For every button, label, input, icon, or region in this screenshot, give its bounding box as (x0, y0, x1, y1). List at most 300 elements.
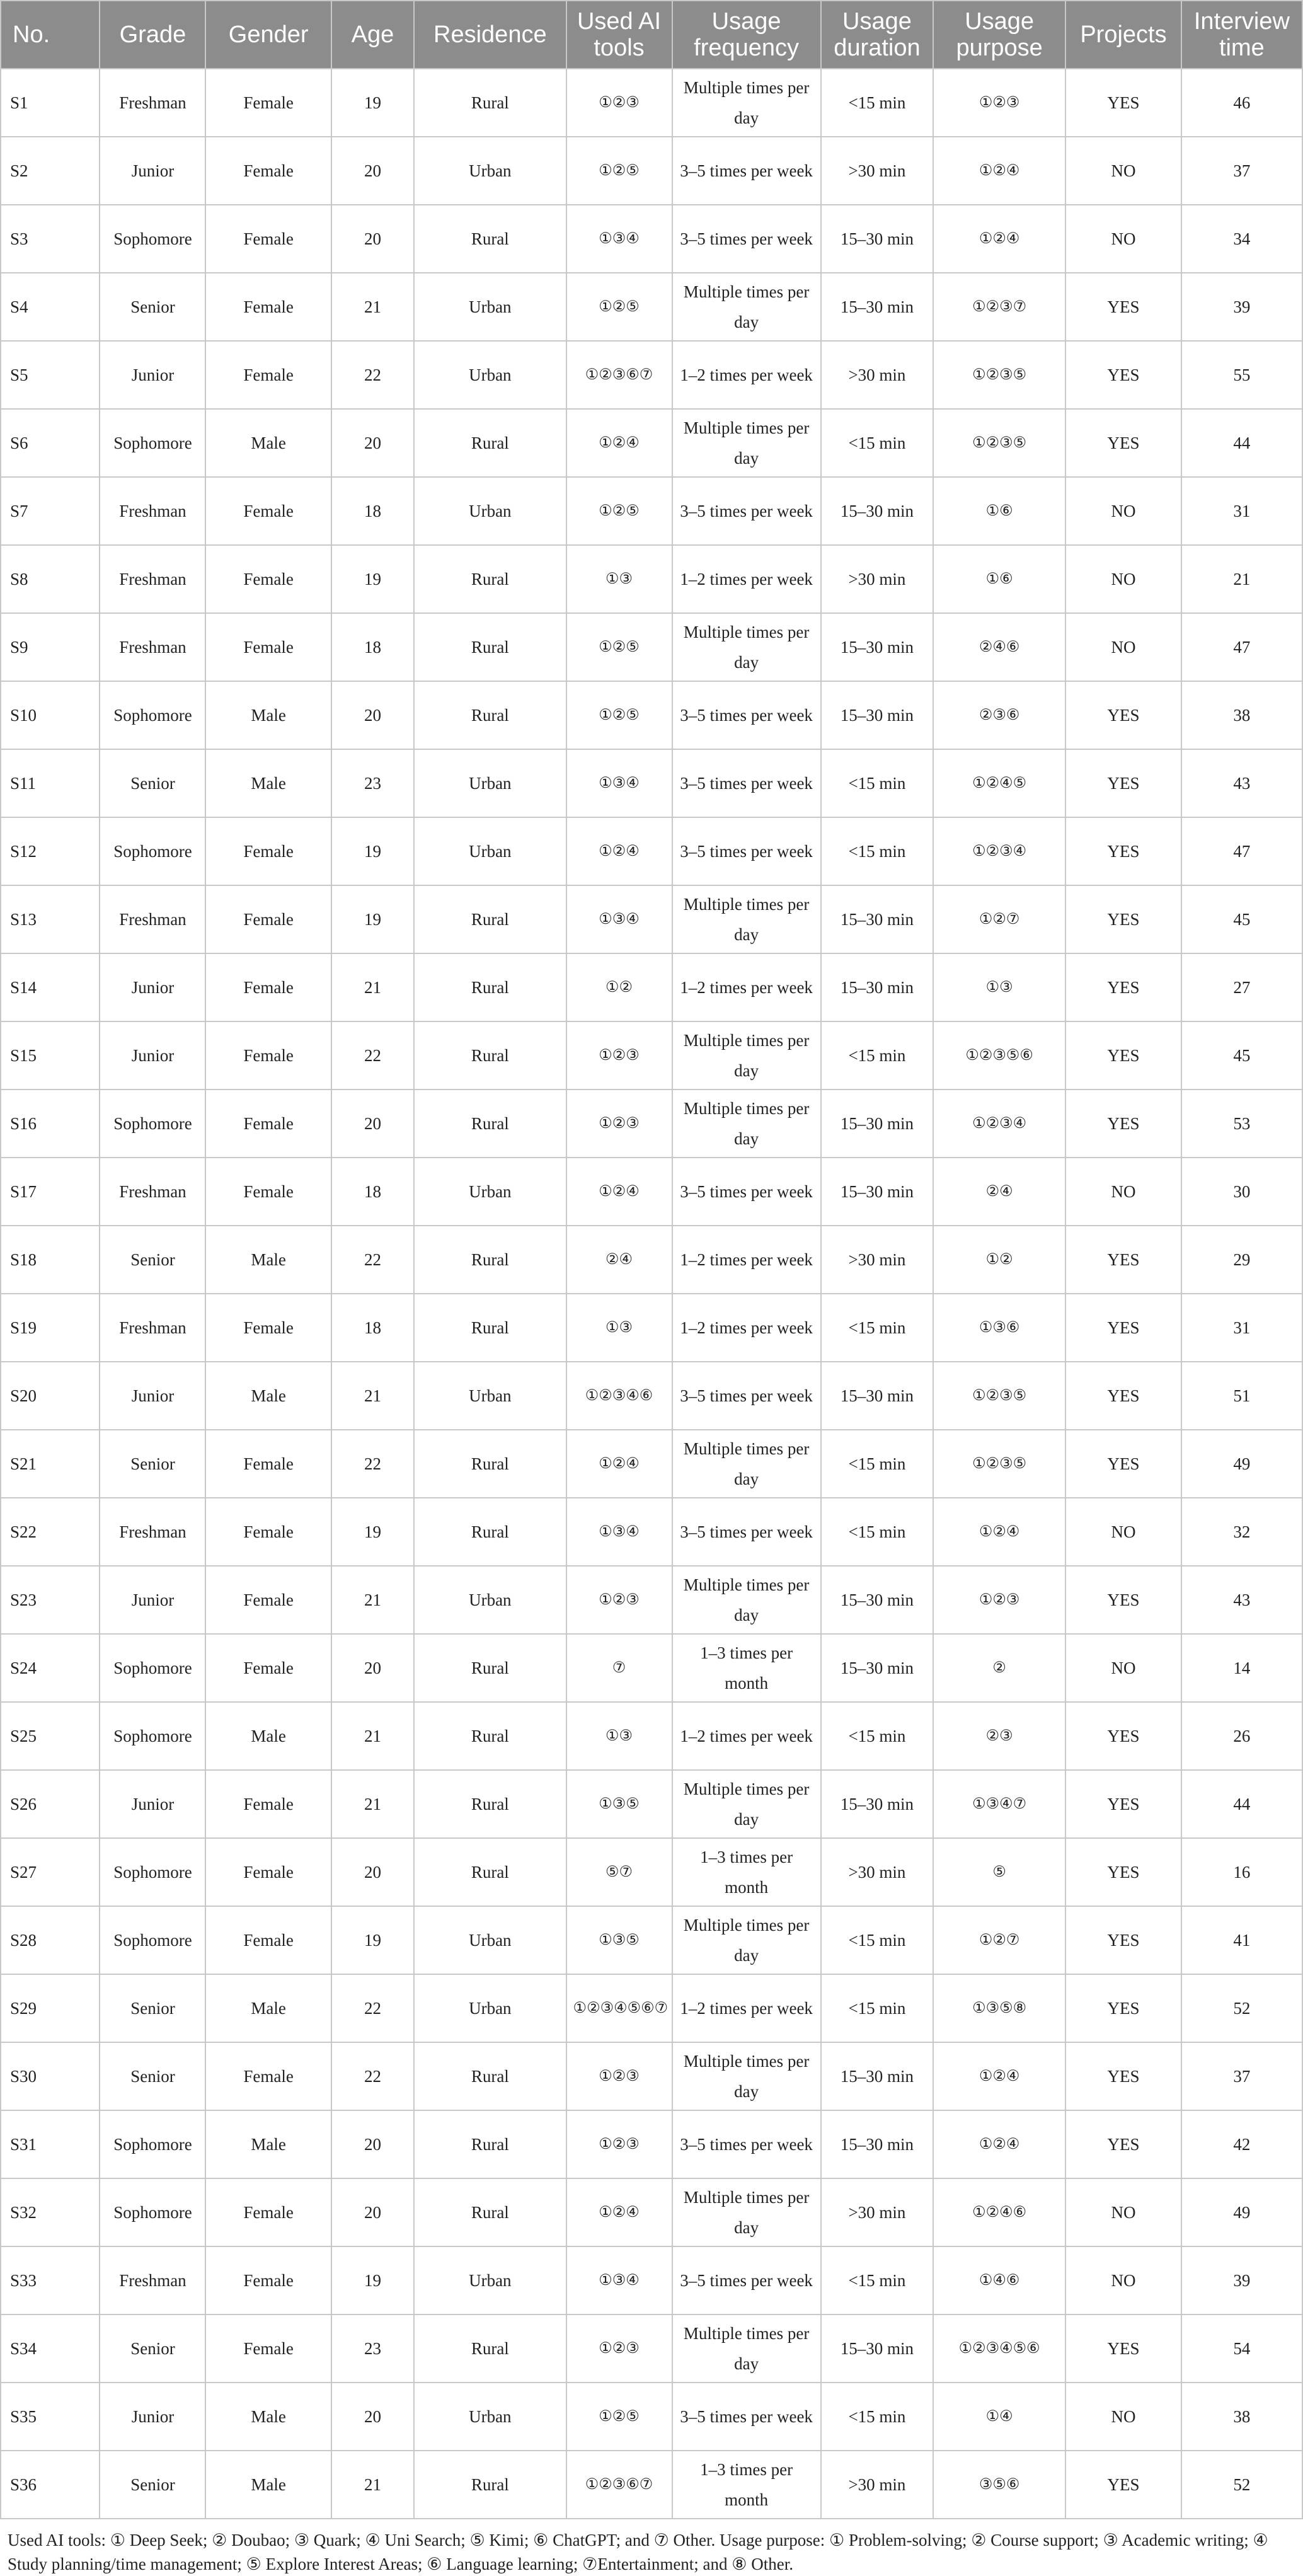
cell-interview-time: 44 (1181, 409, 1302, 477)
cell-grade: Junior (100, 1770, 205, 1838)
cell-usage-purpose: ①②③⑤ (933, 1430, 1065, 1498)
cell-no: S33 (1, 2246, 100, 2314)
cell-interview-time: 52 (1181, 1974, 1302, 2042)
cell-grade: Sophomore (100, 1090, 205, 1158)
cell-grade: Freshman (100, 613, 205, 681)
cell-no: S9 (1, 613, 100, 681)
cell-grade: Freshman (100, 1498, 205, 1566)
cell-age: 18 (331, 613, 414, 681)
cell-usage-duration: <15 min (821, 409, 933, 477)
cell-usage-purpose: ①②④⑤ (933, 749, 1065, 817)
cell-age: 22 (331, 1974, 414, 2042)
cell-usage-frequency: 1–2 times per week (672, 545, 821, 613)
cell-grade: Senior (100, 749, 205, 817)
table-row (1, 2110, 1302, 2178)
cell-used-ai-tools: ①③④ (566, 1498, 672, 1566)
cell-gender: Female (205, 137, 331, 205)
cell-usage-purpose: ①②③④ (933, 1090, 1065, 1158)
cell-interview-time: 21 (1181, 545, 1302, 613)
cell-used-ai-tools: ①②④ (566, 1430, 672, 1498)
cell-usage-frequency: Multiple times per day (672, 273, 821, 341)
cell-projects: YES (1065, 817, 1181, 885)
table-row (1, 1838, 1302, 1906)
cell-no: S7 (1, 477, 100, 545)
cell-gender: Female (205, 953, 331, 1021)
table-row (1, 2451, 1302, 2519)
cell-interview-time: 31 (1181, 477, 1302, 545)
cell-no: S31 (1, 2110, 100, 2178)
cell-usage-frequency: Multiple times per day (672, 885, 821, 953)
cell-residence: Rural (414, 1226, 566, 1294)
cell-residence: Rural (414, 2178, 566, 2246)
cell-gender: Male (205, 1362, 331, 1430)
cell-interview-time: 16 (1181, 1838, 1302, 1906)
cell-interview-time: 26 (1181, 1702, 1302, 1770)
cell-grade: Junior (100, 1566, 205, 1634)
cell-interview-time: 55 (1181, 341, 1302, 409)
cell-age: 21 (331, 273, 414, 341)
cell-interview-time: 29 (1181, 1226, 1302, 1294)
cell-used-ai-tools: ①③⑤ (566, 1906, 672, 1974)
cell-no: S11 (1, 749, 100, 817)
cell-age: 19 (331, 545, 414, 613)
cell-projects: NO (1065, 613, 1181, 681)
cell-usage-duration: 15–30 min (821, 2110, 933, 2178)
cell-usage-duration: <15 min (821, 749, 933, 817)
table-body (1, 69, 1302, 2519)
cell-usage-frequency: Multiple times per day (672, 2314, 821, 2383)
cell-no: S19 (1, 1294, 100, 1362)
cell-used-ai-tools: ①②③ (566, 2314, 672, 2383)
cell-projects: YES (1065, 1090, 1181, 1158)
header-grade: Grade (100, 1, 205, 69)
cell-gender: Male (205, 2110, 331, 2178)
cell-usage-duration: 15–30 min (821, 205, 933, 273)
cell-usage-frequency: 1–2 times per week (672, 953, 821, 1021)
cell-interview-time: 37 (1181, 2042, 1302, 2110)
cell-usage-duration: <15 min (821, 1974, 933, 2042)
cell-age: 20 (331, 1634, 414, 1702)
header-usage-frequency: Usage frequency (672, 1, 821, 69)
cell-age: 18 (331, 1158, 414, 1226)
cell-grade: Freshman (100, 1158, 205, 1226)
cell-residence: Urban (414, 817, 566, 885)
cell-no: S2 (1, 137, 100, 205)
cell-no: S13 (1, 885, 100, 953)
cell-projects: NO (1065, 2246, 1181, 2314)
cell-residence: Rural (414, 205, 566, 273)
cell-age: 20 (331, 2178, 414, 2246)
cell-residence: Urban (414, 2383, 566, 2451)
cell-usage-purpose: ①③⑥ (933, 1294, 1065, 1362)
cell-usage-frequency: 1–3 times per month (672, 2451, 821, 2519)
cell-no: S26 (1, 1770, 100, 1838)
cell-projects: NO (1065, 205, 1181, 273)
cell-used-ai-tools: ①②③④⑤⑥⑦ (566, 1974, 672, 2042)
cell-usage-duration: 15–30 min (821, 2042, 933, 2110)
cell-interview-time: 47 (1181, 817, 1302, 885)
cell-usage-frequency: 3–5 times per week (672, 205, 821, 273)
cell-gender: Female (205, 1090, 331, 1158)
cell-age: 20 (331, 681, 414, 749)
cell-residence: Rural (414, 2314, 566, 2383)
cell-used-ai-tools: ①②④ (566, 1158, 672, 1226)
cell-used-ai-tools: ①②③ (566, 1090, 672, 1158)
cell-usage-purpose: ①②④ (933, 205, 1065, 273)
cell-residence: Rural (414, 1770, 566, 1838)
cell-used-ai-tools: ①②③ (566, 69, 672, 137)
cell-usage-purpose: ①②③⑤ (933, 341, 1065, 409)
cell-no: S3 (1, 205, 100, 273)
cell-used-ai-tools: ①②⑤ (566, 681, 672, 749)
cell-grade: Sophomore (100, 1634, 205, 1702)
cell-usage-frequency: 3–5 times per week (672, 1498, 821, 1566)
cell-usage-duration: 15–30 min (821, 1566, 933, 1634)
cell-grade: Junior (100, 953, 205, 1021)
cell-gender: Male (205, 409, 331, 477)
cell-no: S29 (1, 1974, 100, 2042)
cell-usage-duration: 15–30 min (821, 477, 933, 545)
cell-usage-frequency: Multiple times per day (672, 2042, 821, 2110)
cell-used-ai-tools: ①②④ (566, 2178, 672, 2246)
cell-residence: Rural (414, 2110, 566, 2178)
header-interview-time: Interview time (1181, 1, 1302, 69)
cell-used-ai-tools: ①②④ (566, 409, 672, 477)
cell-usage-purpose: ①② (933, 1226, 1065, 1294)
cell-grade: Sophomore (100, 1702, 205, 1770)
table-row (1, 2246, 1302, 2314)
table-row (1, 1702, 1302, 1770)
cell-interview-time: 52 (1181, 2451, 1302, 2519)
table-row (1, 953, 1302, 1021)
cell-grade: Freshman (100, 885, 205, 953)
cell-gender: Female (205, 613, 331, 681)
cell-usage-frequency: 3–5 times per week (672, 477, 821, 545)
cell-usage-duration: 15–30 min (821, 1634, 933, 1702)
cell-usage-duration: 15–30 min (821, 2314, 933, 2383)
cell-gender: Female (205, 273, 331, 341)
cell-grade: Junior (100, 341, 205, 409)
cell-age: 20 (331, 2110, 414, 2178)
cell-no: S24 (1, 1634, 100, 1702)
cell-usage-purpose: ①②④ (933, 1498, 1065, 1566)
cell-gender: Female (205, 885, 331, 953)
cell-residence: Urban (414, 749, 566, 817)
cell-grade: Freshman (100, 1294, 205, 1362)
cell-used-ai-tools: ①②⑤ (566, 137, 672, 205)
cell-age: 22 (331, 341, 414, 409)
table-row (1, 681, 1302, 749)
cell-used-ai-tools: ①②③ (566, 1021, 672, 1090)
header-used-ai-tools: Used AI tools (566, 1, 672, 69)
cell-no: S1 (1, 69, 100, 137)
cell-interview-time: 45 (1181, 885, 1302, 953)
cell-residence: Urban (414, 341, 566, 409)
cell-residence: Urban (414, 1906, 566, 1974)
cell-usage-frequency: 1–2 times per week (672, 1974, 821, 2042)
table-header (1, 1, 1302, 69)
cell-gender: Female (205, 341, 331, 409)
cell-used-ai-tools: ①③⑤ (566, 1770, 672, 1838)
cell-usage-duration: 15–30 min (821, 1770, 933, 1838)
cell-usage-duration: <15 min (821, 817, 933, 885)
cell-usage-duration: <15 min (821, 1906, 933, 1974)
cell-projects: NO (1065, 1498, 1181, 1566)
table-row (1, 341, 1302, 409)
cell-age: 19 (331, 69, 414, 137)
cell-used-ai-tools: ①③④ (566, 2246, 672, 2314)
cell-interview-time: 32 (1181, 1498, 1302, 1566)
cell-usage-purpose: ③⑤⑥ (933, 2451, 1065, 2519)
cell-usage-frequency: 3–5 times per week (672, 2383, 821, 2451)
cell-used-ai-tools: ①②⑤ (566, 2383, 672, 2451)
header-no: No. (1, 1, 100, 69)
cell-usage-duration: 15–30 min (821, 613, 933, 681)
cell-residence: Rural (414, 1430, 566, 1498)
cell-residence: Rural (414, 885, 566, 953)
cell-age: 21 (331, 1362, 414, 1430)
cell-interview-time: 39 (1181, 273, 1302, 341)
cell-grade: Sophomore (100, 1906, 205, 1974)
cell-no: S8 (1, 545, 100, 613)
cell-usage-frequency: Multiple times per day (672, 69, 821, 137)
cell-usage-duration: >30 min (821, 545, 933, 613)
cell-no: S5 (1, 341, 100, 409)
cell-used-ai-tools: ①③④ (566, 749, 672, 817)
cell-usage-purpose: ①②④ (933, 2110, 1065, 2178)
cell-gender: Female (205, 2314, 331, 2383)
cell-grade: Junior (100, 1362, 205, 1430)
cell-interview-time: 34 (1181, 205, 1302, 273)
cell-projects: YES (1065, 1566, 1181, 1634)
cell-interview-time: 47 (1181, 613, 1302, 681)
table-row (1, 1294, 1302, 1362)
header-row (1, 1, 1302, 69)
table-row (1, 137, 1302, 205)
cell-used-ai-tools: ①②⑤ (566, 477, 672, 545)
cell-usage-duration: <15 min (821, 1294, 933, 1362)
cell-used-ai-tools: ①③ (566, 1702, 672, 1770)
cell-age: 23 (331, 2314, 414, 2383)
cell-residence: Rural (414, 69, 566, 137)
cell-age: 21 (331, 1566, 414, 1634)
cell-no: S34 (1, 2314, 100, 2383)
cell-no: S6 (1, 409, 100, 477)
cell-grade: Junior (100, 1021, 205, 1090)
cell-used-ai-tools: ①② (566, 953, 672, 1021)
cell-no: S4 (1, 273, 100, 341)
cell-projects: YES (1065, 1021, 1181, 1090)
cell-age: 20 (331, 205, 414, 273)
cell-residence: Urban (414, 137, 566, 205)
cell-age: 22 (331, 2042, 414, 2110)
cell-usage-frequency: Multiple times per day (672, 1430, 821, 1498)
cell-used-ai-tools: ①②③⑥⑦ (566, 2451, 672, 2519)
cell-usage-frequency: 1–2 times per week (672, 1702, 821, 1770)
cell-projects: YES (1065, 1226, 1181, 1294)
cell-usage-purpose: ①④ (933, 2383, 1065, 2451)
cell-projects: NO (1065, 1158, 1181, 1226)
cell-projects: YES (1065, 2314, 1181, 2383)
cell-used-ai-tools: ①③④ (566, 885, 672, 953)
cell-projects: YES (1065, 2042, 1181, 2110)
cell-projects: NO (1065, 477, 1181, 545)
cell-used-ai-tools: ⑦ (566, 1634, 672, 1702)
cell-residence: Rural (414, 1090, 566, 1158)
cell-used-ai-tools: ①②③⑥⑦ (566, 341, 672, 409)
cell-interview-time: 53 (1181, 1090, 1302, 1158)
cell-projects: YES (1065, 1294, 1181, 1362)
header-projects: Projects (1065, 1, 1181, 69)
cell-usage-purpose: ② (933, 1634, 1065, 1702)
cell-age: 19 (331, 2246, 414, 2314)
cell-usage-purpose: ①②④⑥ (933, 2178, 1065, 2246)
cell-used-ai-tools: ①③ (566, 1294, 672, 1362)
cell-interview-time: 54 (1181, 2314, 1302, 2383)
cell-no: S15 (1, 1021, 100, 1090)
cell-age: 19 (331, 1906, 414, 1974)
cell-grade: Junior (100, 137, 205, 205)
cell-age: 22 (331, 1430, 414, 1498)
cell-grade: Senior (100, 2451, 205, 2519)
cell-projects: NO (1065, 2383, 1181, 2451)
cell-gender: Female (205, 1566, 331, 1634)
cell-age: 20 (331, 1090, 414, 1158)
cell-gender: Male (205, 681, 331, 749)
cell-grade: Freshman (100, 2246, 205, 2314)
table-row (1, 1498, 1302, 1566)
table-row (1, 613, 1302, 681)
cell-grade: Freshman (100, 545, 205, 613)
cell-usage-frequency: 3–5 times per week (672, 817, 821, 885)
cell-usage-purpose: ①②⑦ (933, 1906, 1065, 1974)
header-usage-duration: Usage duration (821, 1, 933, 69)
cell-grade: Junior (100, 2383, 205, 2451)
cell-grade: Freshman (100, 477, 205, 545)
cell-gender: Female (205, 205, 331, 273)
cell-residence: Urban (414, 1362, 566, 1430)
cell-gender: Male (205, 749, 331, 817)
cell-used-ai-tools: ⑤⑦ (566, 1838, 672, 1906)
cell-gender: Female (205, 545, 331, 613)
table-footnote: Used AI tools: ① Deep Seek; ② Doubao; ③ Quark; ④ Uni Search; ⑤ Kimi; ⑥ ChatGPT; and ⑦ Other. Usage purpose: ① Problem-solving; ② Course support; ③ Academic writing; ④ Study planning/time management; ⑤ Explore Interest Areas; ⑥ Language learning; ⑦Entertainment; and ⑧ Other. (8, 2531, 1268, 2573)
cell-usage-frequency: Multiple times per day (672, 1906, 821, 1974)
cell-usage-frequency: Multiple times per day (672, 613, 821, 681)
cell-age: 20 (331, 409, 414, 477)
cell-grade: Sophomore (100, 681, 205, 749)
cell-gender: Female (205, 2042, 331, 2110)
cell-usage-purpose: ②④ (933, 1158, 1065, 1226)
cell-gender: Female (205, 817, 331, 885)
cell-interview-time: 31 (1181, 1294, 1302, 1362)
cell-no: S17 (1, 1158, 100, 1226)
cell-usage-purpose: ①②③④ (933, 817, 1065, 885)
cell-usage-frequency: 3–5 times per week (672, 2246, 821, 2314)
cell-residence: Rural (414, 953, 566, 1021)
cell-gender: Female (205, 1430, 331, 1498)
cell-no: S14 (1, 953, 100, 1021)
cell-interview-time: 38 (1181, 2383, 1302, 2451)
cell-grade: Senior (100, 1226, 205, 1294)
cell-projects: YES (1065, 1770, 1181, 1838)
cell-usage-duration: <15 min (821, 2383, 933, 2451)
cell-interview-time: 49 (1181, 2178, 1302, 2246)
cell-usage-frequency: 1–2 times per week (672, 341, 821, 409)
cell-used-ai-tools: ①③④ (566, 205, 672, 273)
cell-projects: YES (1065, 1906, 1181, 1974)
table-row (1, 205, 1302, 273)
cell-usage-purpose: ①③ (933, 953, 1065, 1021)
table-row (1, 885, 1302, 953)
cell-grade: Sophomore (100, 1838, 205, 1906)
cell-age: 20 (331, 2383, 414, 2451)
cell-age: 19 (331, 817, 414, 885)
table-row (1, 2314, 1302, 2383)
cell-usage-purpose: ①②③④⑤⑥ (933, 2314, 1065, 2383)
cell-no: S20 (1, 1362, 100, 1430)
cell-gender: Male (205, 1974, 331, 2042)
cell-used-ai-tools: ①②④ (566, 817, 672, 885)
cell-projects: YES (1065, 885, 1181, 953)
cell-interview-time: 30 (1181, 1158, 1302, 1226)
cell-used-ai-tools: ②④ (566, 1226, 672, 1294)
cell-grade: Senior (100, 1430, 205, 1498)
table-row (1, 749, 1302, 817)
cell-interview-time: 45 (1181, 1021, 1302, 1090)
cell-projects: YES (1065, 273, 1181, 341)
table-row (1, 1226, 1302, 1294)
cell-usage-duration: 15–30 min (821, 1090, 933, 1158)
cell-usage-duration: >30 min (821, 1226, 933, 1294)
cell-projects: YES (1065, 1974, 1181, 2042)
table-row (1, 545, 1302, 613)
cell-no: S25 (1, 1702, 100, 1770)
cell-usage-purpose: ①④⑥ (933, 2246, 1065, 2314)
cell-grade: Senior (100, 273, 205, 341)
cell-usage-purpose: ①②③ (933, 69, 1065, 137)
cell-usage-duration: <15 min (821, 2246, 933, 2314)
cell-usage-duration: 15–30 min (821, 953, 933, 1021)
cell-projects: YES (1065, 953, 1181, 1021)
cell-usage-frequency: 3–5 times per week (672, 137, 821, 205)
cell-projects: YES (1065, 749, 1181, 817)
cell-residence: Rural (414, 681, 566, 749)
cell-projects: NO (1065, 545, 1181, 613)
table-row (1, 69, 1302, 137)
cell-projects: YES (1065, 1362, 1181, 1430)
cell-usage-purpose: ①②④ (933, 2042, 1065, 2110)
cell-residence: Rural (414, 2042, 566, 2110)
cell-usage-frequency: 1–3 times per month (672, 1838, 821, 1906)
cell-interview-time: 39 (1181, 2246, 1302, 2314)
cell-grade: Sophomore (100, 2110, 205, 2178)
cell-projects: NO (1065, 1634, 1181, 1702)
cell-projects: YES (1065, 2110, 1181, 2178)
cell-usage-duration: 15–30 min (821, 885, 933, 953)
cell-projects: NO (1065, 137, 1181, 205)
cell-used-ai-tools: ①③ (566, 545, 672, 613)
cell-grade: Sophomore (100, 817, 205, 885)
cell-gender: Male (205, 2383, 331, 2451)
cell-residence: Rural (414, 1294, 566, 1362)
cell-usage-purpose: ①②③⑤ (933, 1362, 1065, 1430)
cell-usage-frequency: 3–5 times per week (672, 2110, 821, 2178)
cell-usage-duration: >30 min (821, 2451, 933, 2519)
cell-used-ai-tools: ①②③ (566, 2110, 672, 2178)
cell-interview-time: 43 (1181, 749, 1302, 817)
cell-gender: Female (205, 1906, 331, 1974)
cell-no: S21 (1, 1430, 100, 1498)
